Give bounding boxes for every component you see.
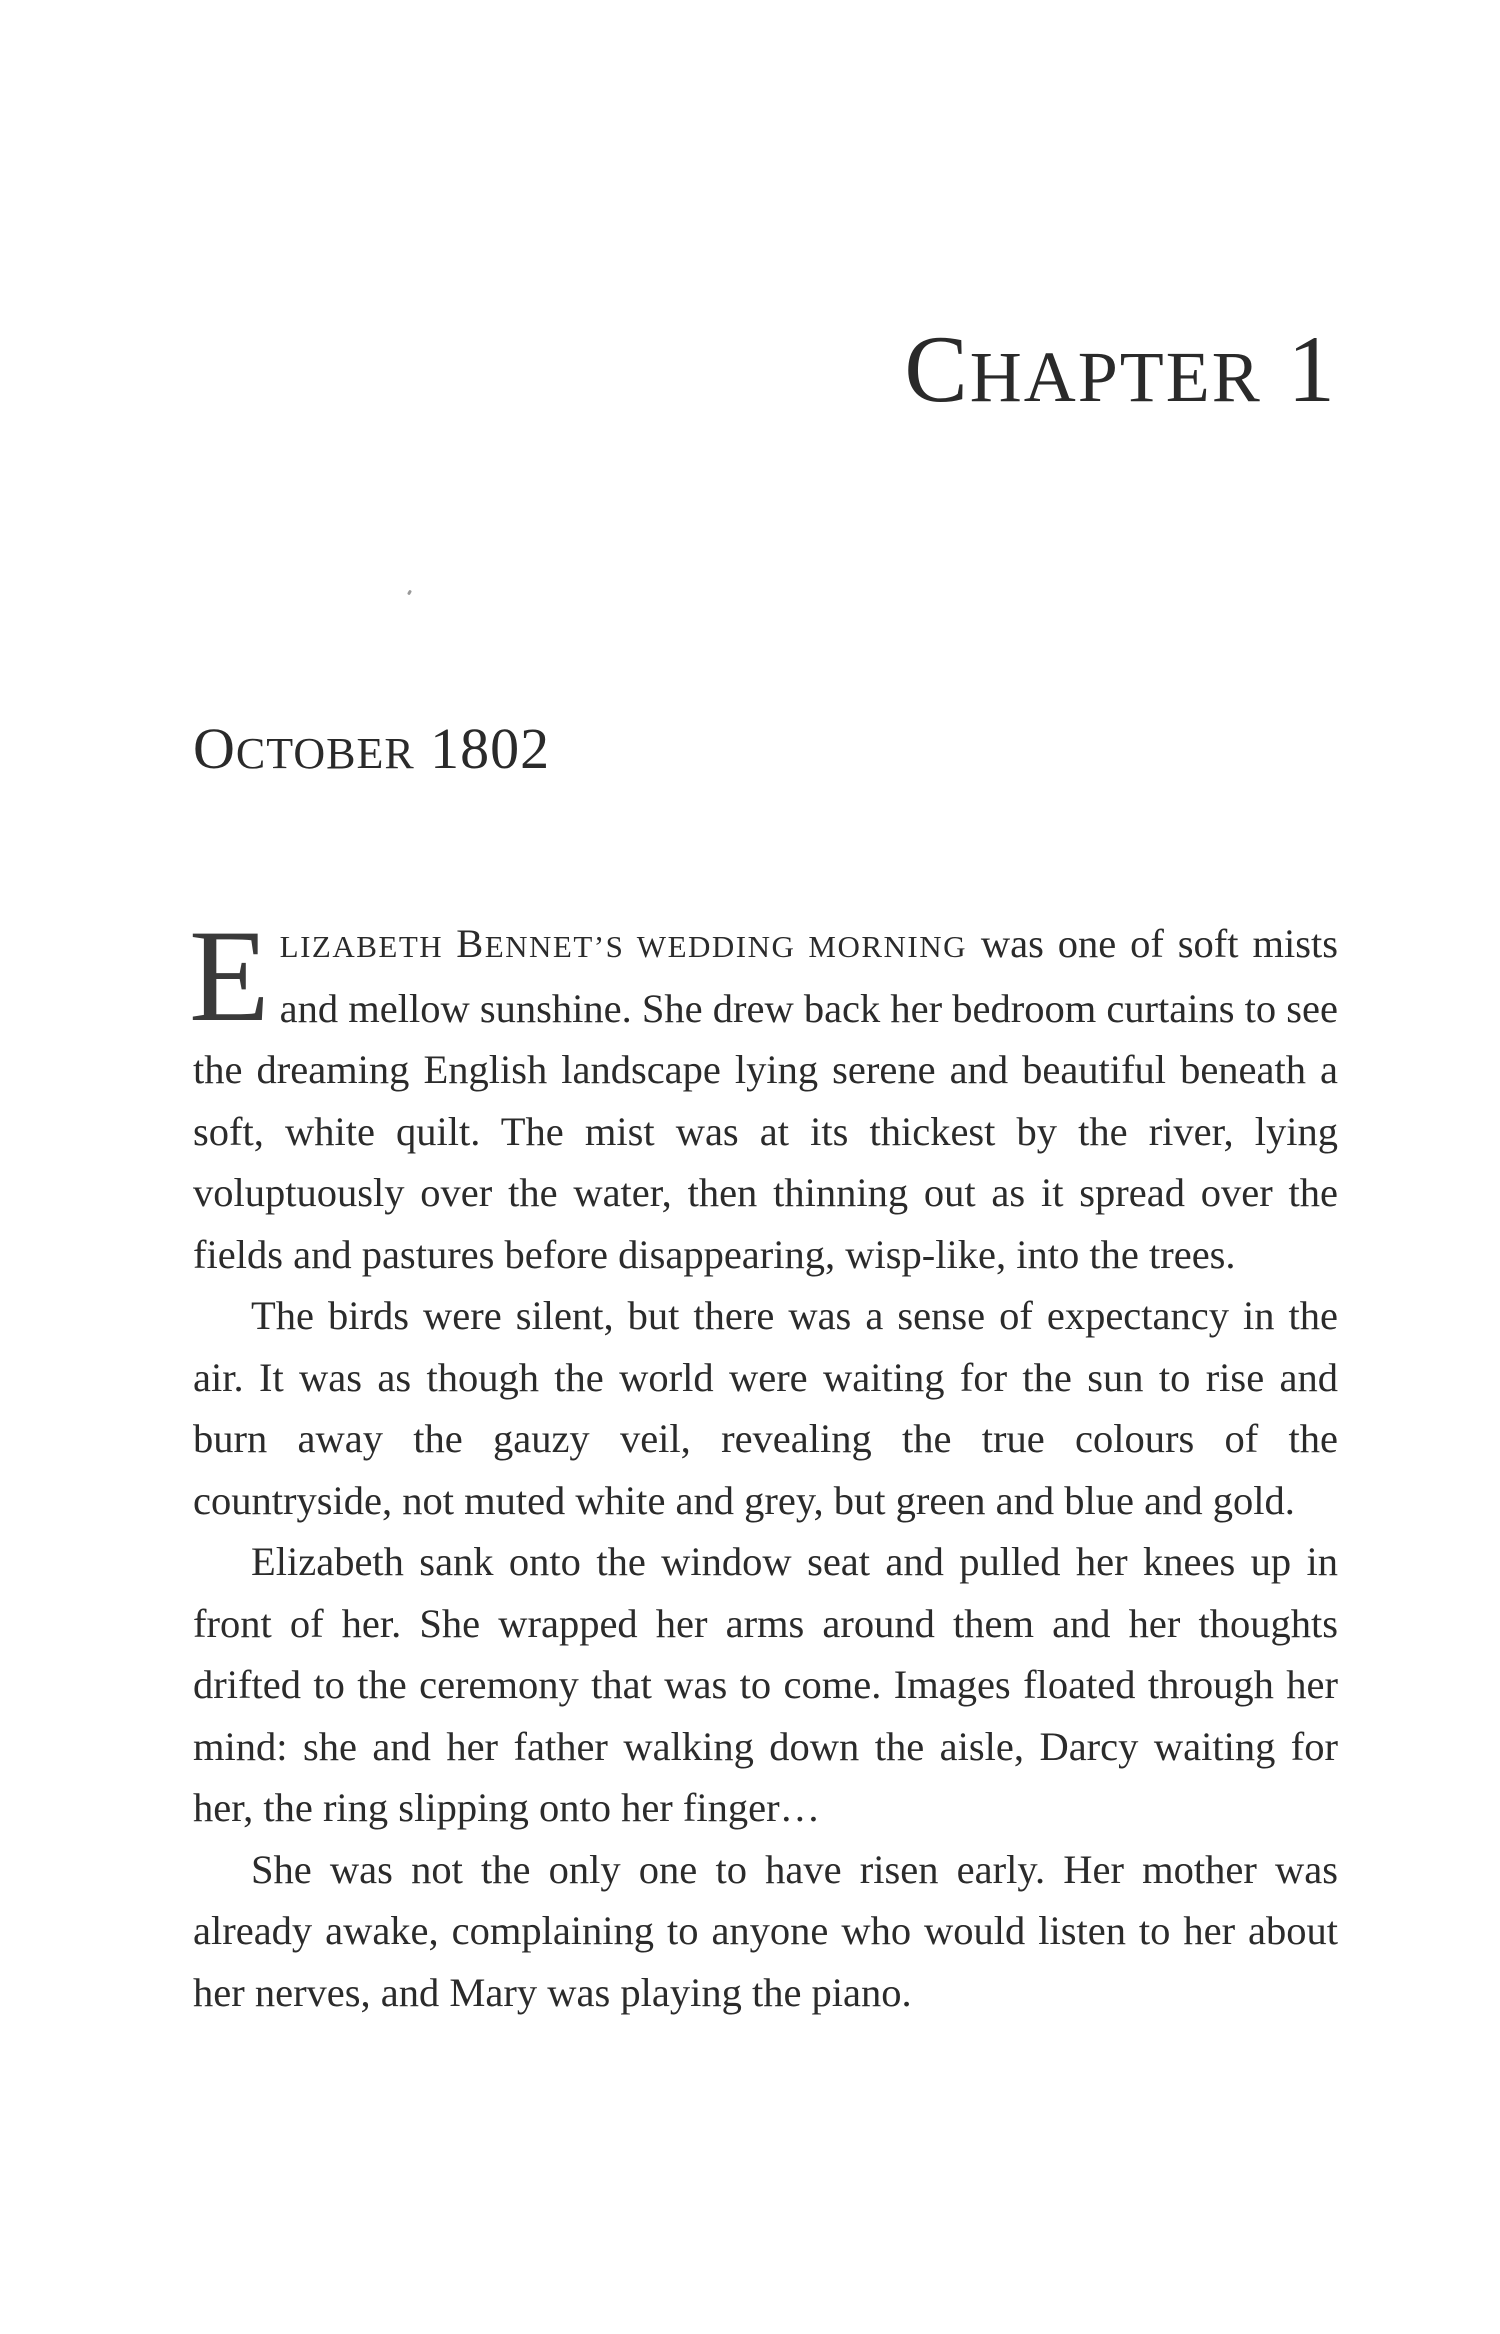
lead-in-cap: B — [456, 921, 485, 966]
drop-cap: E — [189, 902, 270, 1049]
chapter-title — [904, 316, 1337, 422]
paragraph: The birds were silent, but there was a sense of expectancy in the air. It was as though the world were waiting for the sun to rise and burn away the gauzy veil, revealing the true colours of the countryside, not muted white and grey, but green and blue and gold. — [193, 1293, 1338, 1523]
chapter-number: 1 — [1287, 316, 1337, 422]
chapter-title-initial: C — [904, 316, 970, 422]
lead-in-part-2: ENNET’S WEDDING MORNING — [484, 929, 968, 964]
date-heading-year: 1802 — [430, 716, 551, 781]
date-heading — [193, 716, 551, 781]
paragraph — [189, 902, 1338, 1285]
paragraph: She was not the only one to have risen early. Her mother was already awake, complaining to anyone who would listen to her about her nerves, and Mary was playing the piano. — [193, 1846, 1338, 2015]
lead-in — [279, 921, 968, 966]
date-heading-month: CTOBER — [235, 729, 415, 778]
chapter-body — [189, 902, 1338, 2023]
lead-in-part-1: LIZABETH — [279, 929, 457, 964]
paragraph-text: was one of soft mists and mellow sunshine. She drew back her bedroom curtains to see the dreaming English landscape lying serene and beautiful beneath a soft, white quilt. The mist was at its thickest by the river, lying voluptuously over the water, then thinning out as it spread over the fields and pastures before disappearing, wisp-like, into the trees. — [193, 921, 1338, 1277]
date-heading-initial: O — [193, 716, 236, 781]
paragraph: Elizabeth sank onto the window seat and pulled her knees up in front of her. She wrapped her arms around them and her thoughts drifted to the ceremony that was to come. Images floated through her mind: she and her father walking down the aisle, Darcy waiting for her, the ring slipping onto her finger… — [193, 1539, 1338, 1830]
paper-speck — [407, 590, 412, 596]
chapter-title-rest: HAPTER — [969, 337, 1262, 417]
